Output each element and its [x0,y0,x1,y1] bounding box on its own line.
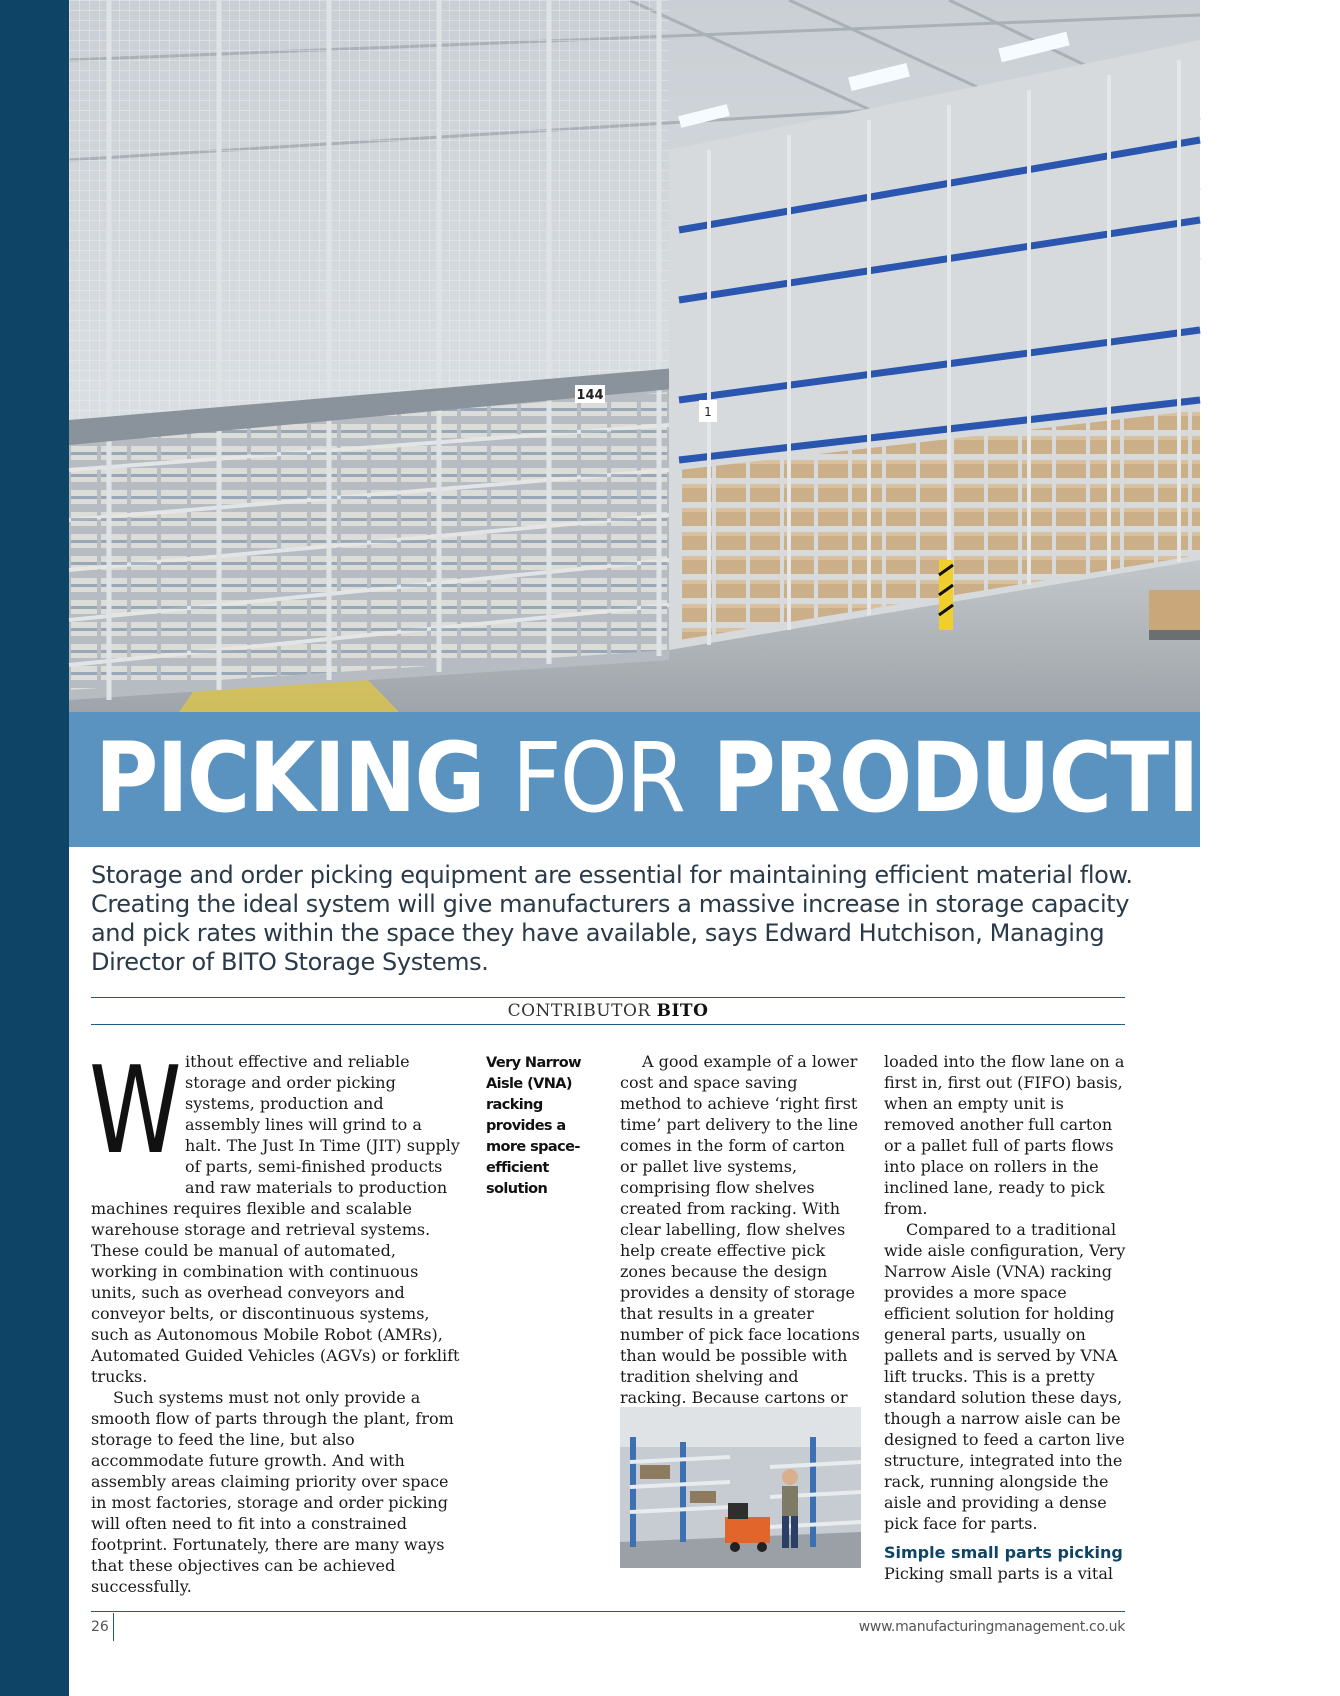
paragraph: A good example of a lower cost and space saving method to achieve ‘right first time’ part delivery to the line comes in the form of carton or pallet live systems, comprising flow shelves created from racking. With clear labelling, flow shelves help create effective pick zones because the design provides a density of storage that results in a greater number of pick face locations than would be possible with tradition shelving and racking. Because cartons or [620,1052,860,1407]
paragraph: Such systems must not only provide a smooth flow of parts through the plant, from storage to feed the line, but also accommodate future growth. And with assembly areas claiming priority over space in most factories, storage and order picking will often need to fit into a constrained footprint. Fortunately, there are many ways that these objectives can be achieved successfully. [91,1388,454,1596]
title-band [69,712,1340,847]
bay-label-1: 1 [704,405,712,419]
page-number: 26 [91,1619,109,1635]
inset-photo-flow-shelves [620,1407,861,1568]
article-column-2 [620,1051,862,1429]
paragraph: Picking small parts is a vital [884,1564,1113,1583]
paragraph [89,1042,462,1387]
rack-label-144: 144 [576,388,604,403]
title-word-picking: PICKING [95,722,484,834]
paragraph: Compared to a traditional wide aisle configuration, Very Narrow Aisle (VNA) racking provides a more space efficient solution for holding general parts, usually on pallets and is served by VNA lift trucks. This is a pretty standard solution these days, though a narrow aisle can be designed to feed a carton live structure, integrated into the rack, running alongside the aisle and providing a dense pick face for parts. [884,1220,1126,1533]
standfirst: Storage and order picking equipment are essential for maintaining efficient material flow. Creating the ideal system will give manufacturers a massive increase in storage capacity and pick rates within the space they have available, says Edward Hutchison, Managing Director of BITO Storage Systems. [91,861,1133,976]
pull-quote: Very Narrow Aisle (VNA) racking provides a more space-efficient solution [486,1055,581,1197]
contributor-rule-bottom [91,1024,1125,1025]
contributor-rule-top [91,997,1125,998]
contributor-line [91,1000,1125,1022]
title-word-for: FOR [511,722,685,834]
drop-cap: W [89,1042,182,1181]
spine-bar [0,0,69,1696]
contributor-label: CONTRIBUTOR [507,1001,651,1021]
article-title [95,716,1340,841]
article-column-1 [89,1042,462,1597]
footer-rule [91,1611,1125,1612]
paragraph: loaded into the flow lane on a first in, first out (FIFO) basis, when an empty unit is removed another full carton or a pallet full of parts flows into place on rollers in the inclined lane, ready to pick from. [884,1052,1125,1218]
hero-photo-warehouse-racking [69,0,1200,712]
article-column-3 [884,1051,1126,1584]
title-word-production: PRODUCTION [712,722,1340,834]
page-number-divider [113,1613,114,1641]
contributor-name: BITO [656,1001,709,1021]
footer-url: www.manufacturingmanagement.co.uk [858,1619,1125,1635]
subheading: Simple small parts picking [884,1543,1123,1562]
paragraph-text: ithout effective and reliable storage and order picking systems, production and assembly lines will grind to a halt. The Just In Time (JIT) supply of parts, semi-finished products and raw materials to production machines requires flexible and scalable warehouse storage and retrieval systems. These could be manual of automated, working in combination with continuous units, such as overhead conveyors and conveyor belts, or discontinuous systems, such as Autonomous Mobile Robot (AMRs), Automated Guided Vehicles (AGVs) or forklift trucks. [91,1052,460,1386]
